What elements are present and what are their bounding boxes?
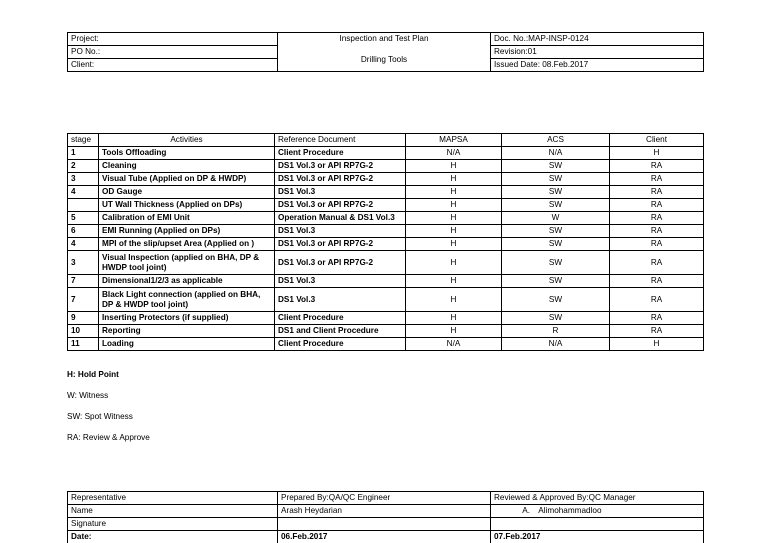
activity-cell: Inserting Protectors (if supplied) [99,312,275,325]
table-row [68,173,704,186]
activity-cell: MPI of the slip/upset Area (Applied on ) [99,238,275,251]
activity-cell: OD Gauge [99,186,275,199]
stage-cell: 9 [68,312,99,325]
prepared-date: 06.Feb.2017 [278,531,491,543]
mapsa-cell: H [406,186,502,199]
activity-cell: Black Light connection (applied on BHA, DP & HWDP tool joint) [99,288,275,312]
table-row [68,312,704,325]
client-cell: RA [610,186,704,199]
table-row [68,225,704,238]
table-row [68,147,704,160]
mapsa-cell: H [406,312,502,325]
table-row [68,325,704,338]
reference-cell: DS1 Vol.3 [275,275,406,288]
prepared-by-label: Prepared By:QA/QC Engineer [278,492,491,505]
client-cell: RA [610,199,704,212]
reference-cell: DS1 Vol.3 [275,288,406,312]
table-row [68,288,704,312]
reference-cell: DS1 Vol.3 [275,186,406,199]
activity-cell: Visual Tube (Applied on DP & HWDP) [99,173,275,186]
stage-cell: 7 [68,288,99,312]
reference-cell: Client Procedure [275,338,406,351]
stage-cell: 6 [68,225,99,238]
title-cell [278,33,491,72]
acs-cell: N/A [502,147,610,160]
mapsa-cell: N/A [406,147,502,160]
reference-cell: Operation Manual & DS1 Vol.3 [275,212,406,225]
client-cell: RA [610,275,704,288]
acs-cell: SW [502,186,610,199]
document-subtitle: Drilling Tools [360,55,408,65]
stage-cell [68,199,99,212]
client-cell: RA [610,325,704,338]
mapsa-cell: H [406,275,502,288]
document-header-table [67,32,704,72]
stage-cell: 4 [68,238,99,251]
client-cell: RA [610,288,704,312]
mapsa-cell: N/A [406,338,502,351]
reference-cell: Client Procedure [275,147,406,160]
table-row [68,212,704,225]
mapsa-cell: H [406,251,502,275]
document-title: Inspection and Test Plan [339,34,429,43]
stage-cell: 5 [68,212,99,225]
representative-label: Representative [68,492,278,505]
client-cell: RA [610,312,704,325]
activity-cell: Reporting [99,325,275,338]
col-header-activities: Activities [99,134,275,147]
revision: Revision:01 [491,46,704,59]
reviewed-signature [491,518,704,531]
client-cell: RA [610,238,704,251]
issued-date: Issued Date: 08.Feb.2017 [491,59,704,72]
acs-cell: SW [502,199,610,212]
stage-cell: 10 [68,325,99,338]
acs-cell: SW [502,312,610,325]
stage-cell: 1 [68,147,99,160]
reference-cell: DS1 Vol.3 or API RP7G-2 [275,160,406,173]
acs-cell: SW [502,238,610,251]
reference-cell: DS1 Vol.3 or API RP7G-2 [275,173,406,186]
acs-cell: SW [502,288,610,312]
itp-header-row [68,134,704,147]
legend-hold-point: H: Hold Point [67,370,119,379]
activity-cell: Visual Inspection (applied on BHA, DP & HWDP tool joint) [99,251,275,275]
client-cell: RA [610,212,704,225]
prepared-signature [278,518,491,531]
mapsa-cell: H [406,173,502,186]
acs-cell: N/A [502,338,610,351]
reviewed-name-cell [491,505,704,518]
acs-cell: SW [502,160,610,173]
prepared-name: Arash Heydarian [278,505,491,518]
reference-cell: Client Procedure [275,312,406,325]
activity-cell: Calibration of EMI Unit [99,212,275,225]
mapsa-cell: H [406,160,502,173]
legend-review-approve: RA: Review & Approve [67,433,150,442]
table-row [68,199,704,212]
activity-cell: UT Wall Thickness (Applied on DPs) [99,199,275,212]
activity-cell: Loading [99,338,275,351]
activity-cell: Tools Offloading [99,147,275,160]
signoff-table [67,491,704,543]
legend-witness: W: Witness [67,391,109,400]
client-cell: RA [610,251,704,275]
table-row [68,238,704,251]
client-cell: H [610,147,704,160]
table-row [68,186,704,199]
reviewed-name: Alimohammadloo [538,506,602,516]
reference-cell: DS1 Vol.3 or API RP7G-2 [275,199,406,212]
reviewed-by-label: Reviewed & Approved By:QC Manager [491,492,704,505]
table-row [68,160,704,173]
col-header-stage: stage [68,134,99,147]
activity-cell: Dimensional1/2/3 as applicable [99,275,275,288]
acs-cell: SW [502,251,610,275]
stage-cell: 11 [68,338,99,351]
stage-cell: 3 [68,251,99,275]
mapsa-cell: H [406,288,502,312]
itp-table [67,133,704,351]
stage-cell: 2 [68,160,99,173]
col-header-acs: ACS [502,134,610,147]
acs-cell: SW [502,225,610,238]
project-label: Project: [68,33,278,46]
mapsa-cell: H [406,238,502,251]
date-label: Date: [68,531,278,543]
activity-cell: Cleaning [99,160,275,173]
mapsa-cell: H [406,225,502,238]
acs-cell: W [502,212,610,225]
doc-number: Doc. No.:MAP-INSP-0124 [491,33,704,46]
mapsa-cell: H [406,199,502,212]
stage-cell: 7 [68,275,99,288]
table-row [68,338,704,351]
client-label: Client: [68,59,278,72]
legend-spot-witness: SW: Spot Witness [67,412,133,421]
reference-cell: DS1 Vol.3 or API RP7G-2 [275,238,406,251]
signature-label: Signature [68,518,278,531]
table-row [68,275,704,288]
acs-cell: R [502,325,610,338]
col-header-client: Client [610,134,704,147]
reference-cell: DS1 Vol.3 or API RP7G-2 [275,251,406,275]
client-cell: RA [610,160,704,173]
activity-cell: EMI Running (Applied on DPs) [99,225,275,238]
acs-cell: SW [502,275,610,288]
client-cell: H [610,338,704,351]
col-header-mapsa: MAPSA [406,134,502,147]
reviewed-name-prefix: A. [522,506,530,516]
reference-cell: DS1 Vol.3 [275,225,406,238]
po-label: PO No.: [68,46,278,59]
stage-cell: 4 [68,186,99,199]
mapsa-cell: H [406,325,502,338]
mapsa-cell: H [406,212,502,225]
client-cell: RA [610,173,704,186]
stage-cell: 3 [68,173,99,186]
acs-cell: SW [502,173,610,186]
reference-cell: DS1 and Client Procedure [275,325,406,338]
col-header-reference: Reference Document [275,134,406,147]
name-label: Name [68,505,278,518]
table-row [68,251,704,275]
reviewed-date: 07.Feb.2017 [491,531,704,543]
client-cell: RA [610,225,704,238]
